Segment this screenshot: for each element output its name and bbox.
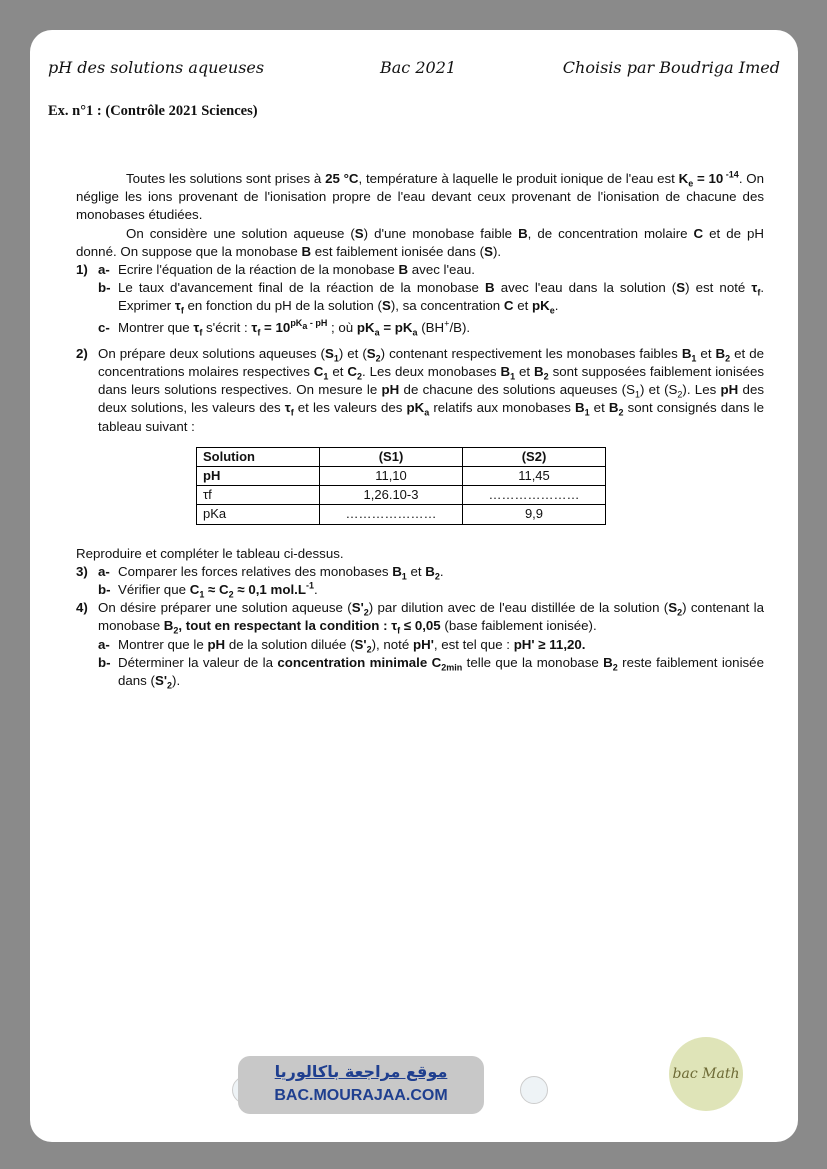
exercise-body — [76, 170, 764, 690]
table-cell: pKa — [197, 505, 320, 524]
table-cell: 11,45 — [463, 467, 606, 486]
table-cell: ………………… — [463, 486, 606, 505]
question-2: 2) On prépare deux solutions aqueuses $(S_1)$ et $(S_2)$ contenant respectivement les monobases faibles $B_1$ et $B_2$ et de concentrations molaires respectives $C_1$ et $C_2$. Les deux monobases $B_1$ et $B_2$ sont supposées faiblement ionisées dans leurs solutions respectives. On mesure le pH de chacune des solutions aqueuses $(S_1)$ et $(S_2)$. Les pH des deux solutions, les valeurs des $\tau_f$ et les valeurs des $pK_a$ relatifs aux monobases $B_1$ et $B_2$ sont consignés dans le tableau suivant : — [76, 345, 765, 434]
question-1: 1) a- Ecrire l'équation de la réaction de la monobase B avec l'eau. b- Le taux d'avancement final de la réaction de la monobase B avec l'eau dans la solution (S) est noté $\tau_f$. Exprimer $\tau_f$ en fonction du pH de la solution (S), sa concentration C et $pK_e$. c- Montrer que $\tau_f$ s'écrit : $\tau_f = 10^{pK_a - pH}$ ; où $pK_a = pK_a$ (BH+/B). — [76, 262, 765, 338]
table-header-cell: (S1) — [320, 447, 463, 466]
intro-paragraph-2: On considère une solution aqueuse (S) d'une monobase faible B, de concentration molaire C et de pH donné. On suppose que la monobase B est faiblement ionisée dans (S). — [76, 225, 764, 259]
table-cell: ………………… — [320, 505, 463, 524]
table-header-cell: Solution — [197, 447, 320, 466]
table-cell: 1,26.10-3 — [320, 486, 463, 505]
header-exam: Bac 2021 — [380, 58, 457, 77]
footer-url[interactable]: BAC.MOURAJAA.COM — [274, 1087, 448, 1104]
table-row — [197, 486, 606, 505]
footer-arabic-text: موقع مراجعة باكالوريا — [274, 1062, 448, 1081]
page-header — [48, 58, 780, 84]
data-table — [196, 447, 606, 525]
table-row — [197, 505, 606, 524]
table-cell: 11,10 — [320, 467, 463, 486]
question-4: 4) On désire préparer une solution aqueuse $(S'_2)$ par dilution avec de l'eau distillée de la solution $(S_2)$ contenant la monobase $B_2$, tout en respectant la condition : $\tau_f \le 0,05$ (base faiblement ionisée). a- Montrer que le pH de la solution diluée $(S'_2)$, noté pH', est tel que : pH' ≥ 11,20. b- Déterminer la valeur de la concentration minimale $C_{2min}$ telle que la monobase $B_2$ reste faiblement ionisée dans $(S'_2)$. — [76, 600, 765, 691]
header-author: Choisis par Boudriga Imed — [562, 58, 780, 77]
table-cell: pH — [197, 467, 320, 486]
site-footer-banner[interactable] — [238, 1056, 484, 1114]
intro-paragraph-1: Toutes les solutions sont prises à 25 °C, température à laquelle le produit ionique de l'eau est $K_e = 10$ $^{-14}$. On néglige les ions provenant de l'ionisation propre de l'eau devant ceux provenant de l'ionisation de chacune des monobases étudiées. — [76, 169, 764, 223]
table-cell: τf — [197, 486, 320, 505]
document-page — [30, 30, 798, 1142]
question-3: 3) a- Comparer les forces relatives des monobases $B_1$ et $B_2$. b- Vérifier que $C_1 \approx C_2 \approx 0,1$ $mol.L^{-1}$. — [76, 563, 444, 600]
table-instruction: Reproduire et compléter le tableau ci-dessus. — [76, 545, 344, 561]
header-subject: pH des solutions aqueuses — [48, 58, 265, 77]
table-row — [197, 467, 606, 486]
bac-math-badge: bac Math — [669, 1037, 743, 1111]
table-header-row — [197, 447, 606, 466]
site-logo-icon — [520, 1076, 548, 1104]
table-header-cell: (S2) — [463, 447, 606, 466]
exercise-title: Ex. n°1 : (Contrôle 2021 Sciences) — [48, 103, 258, 119]
table-cell: 9,9 — [463, 505, 606, 524]
